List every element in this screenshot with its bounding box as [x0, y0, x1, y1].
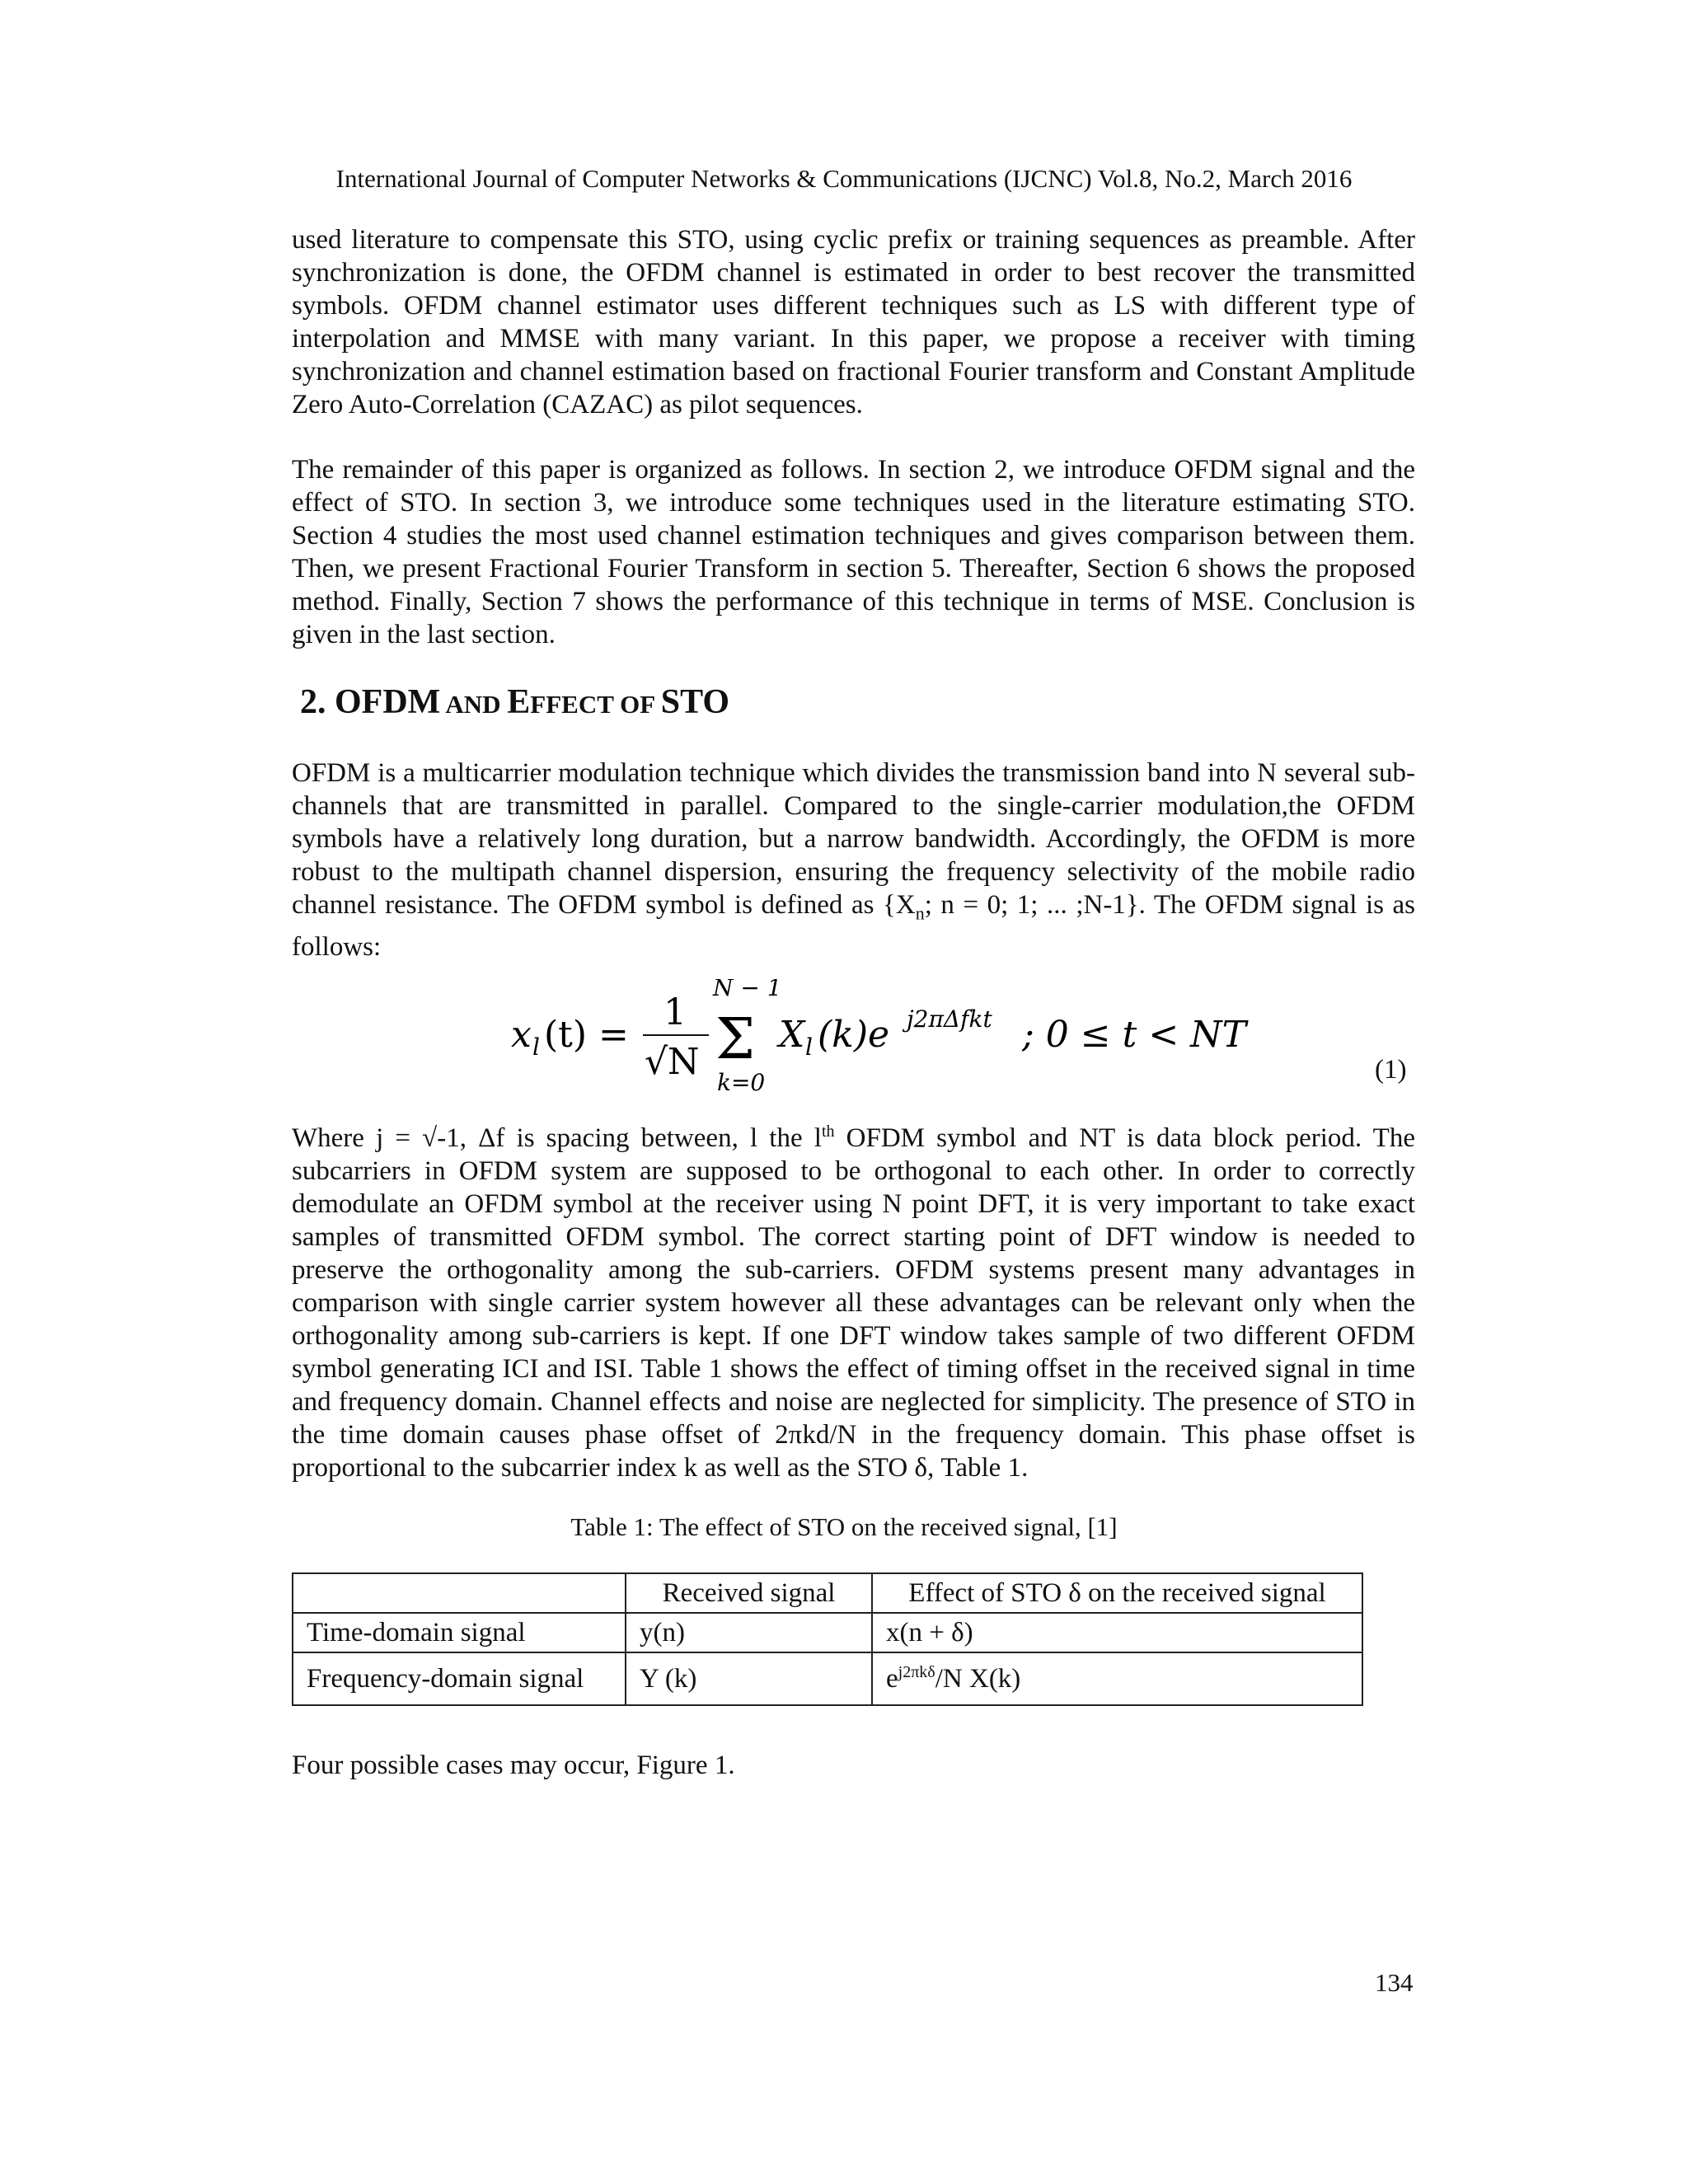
eq-sum-upper: N − 1	[713, 979, 782, 1001]
eq-term: X	[779, 1014, 805, 1056]
table-header-row	[293, 1573, 1362, 1613]
table-1	[292, 1572, 1363, 1706]
ofdm-paragraph: OFDM is a multicarrier modulation technique which divides the transmission band into N several sub-channels that are transmitted in parallel. Compared to the single-carrier modulation,the OFDM symbols have a relatively long duration, but a narrow bandwidth. Accordingly, the OFDM is more robust to the multipath channel dispersion, ensuring the frequency selectivity of the mobile radio channel resistance. The OFDM symbol is defined as {$X_n$; n = 0; 1; ... ;N-1}. The OFDM signal is as follows:	[292, 758, 1416, 962]
page-number: 134	[1375, 1968, 1414, 1997]
eq-exponent: j2πΔfkt	[907, 1005, 992, 1033]
table-1-caption: Table 1: The effect of STO on the received signal, [1]	[570, 1512, 1118, 1541]
eq-term-sub: l	[805, 1033, 813, 1061]
eq-sum-lower: k=0	[717, 1069, 766, 1096]
eq-sum-symbol: Σ	[715, 1007, 756, 1072]
table-cell: y(n)	[626, 1613, 872, 1652]
table-row	[293, 1613, 1362, 1652]
table-cell: Frequency-domain signal	[293, 1652, 626, 1705]
eq-lhs-sub: l	[532, 1033, 540, 1061]
eq-frac-num: 1	[663, 991, 687, 1033]
where-paragraph: Where j = √-1, Δf is spacing between, l the $l^{th}$ OFDM symbol and NT is data block period. The subcarriers in OFDM system are supposed to be orthogonal to each other. In order to correctly demodulate an OFDM symbol at the receiver using N point DFT, it is very important to take exact samples of transmitted OFDM symbol. The correct starting point of DFT window is needed to preserve the orthogonality among the sub-carriers. OFDM systems present many advantages in comparison with single carrier system however all these advantages can be relevant only when the orthogonality among sub-carriers is kept. If one DFT window takes sample of two different OFDM symbol generating ICI and ISI. Table 1 shows the effect of timing offset in the received signal in time and frequency domain. Channel effects and noise are neglected for simplicity. The presence of STO in the time domain causes phase offset of 2πkd/N in the frequency domain. This phase offset is proportional to the subcarrier index k as well as the STO δ, Table 1.	[292, 1122, 1415, 1483]
table-cell: Y (k)	[626, 1652, 872, 1705]
eq-condition: ; 0 ≤ t < NT	[1022, 1014, 1247, 1056]
table-row	[293, 1652, 1362, 1705]
intro-paragraph-2: The remainder of this paper is organized as follows. In section 2, we introduce OFDM signal and the effect of STO. In section 3, we introduce some techniques used in the literature estimating STO. Section 4 studies the most used channel estimation techniques and gives comparison between them. Then, we present Fractional Fourier Transform in section 5. Thereafter, Section 6 shows the proposed method. Finally, Section 7 shows the performance of this technique in terms of MSE. Conclusion is given in the last section.	[292, 455, 1415, 649]
table-cell: Time-domain signal	[293, 1613, 626, 1652]
table-header-cell: Received signal	[626, 1573, 872, 1613]
eq-lhs: x	[511, 1014, 532, 1056]
running-header: International Journal of Computer Networks & Communications (IJCNC) Vol.8, No.2, March 2016	[335, 164, 1353, 193]
table-header-cell	[293, 1573, 626, 1613]
closing-sentence: Four possible cases may occur, Figure 1.	[292, 1750, 735, 1780]
eq-lhs-arg: (t) =	[544, 1014, 629, 1056]
table-header-cell: Effect of STO δ on the received signal	[872, 1573, 1362, 1613]
intro-paragraph-1: used literature to compensate this STO, using cyclic prefix or training sequences as preamble. After synchronization is done, the OFDM channel is estimated in order to best recover the transmitted symbols. OFDM channel estimator uses different techniques such as LS with different type of interpolation and MMSE with many variant. In this paper, we propose a receiver with timing synchronization and channel estimation based on fractional Fourier transform and Constant Amplitude Zero Auto-Correlation (CAZAC) as pilot sequences.	[292, 225, 1415, 419]
table-cell: $e^{j2\pi k\delta}/N$ X(k)	[872, 1652, 1362, 1705]
eq-frac-den: √N	[645, 1041, 700, 1083]
section-2-heading: 2. OFDM AND EFFECT OF STO	[300, 683, 730, 721]
table-cell: x(n + δ)	[872, 1613, 1362, 1652]
equation-1	[511, 979, 1253, 1103]
equation-number: (1)	[1375, 1055, 1407, 1085]
eq-term-arg: (k)e	[818, 1014, 890, 1056]
